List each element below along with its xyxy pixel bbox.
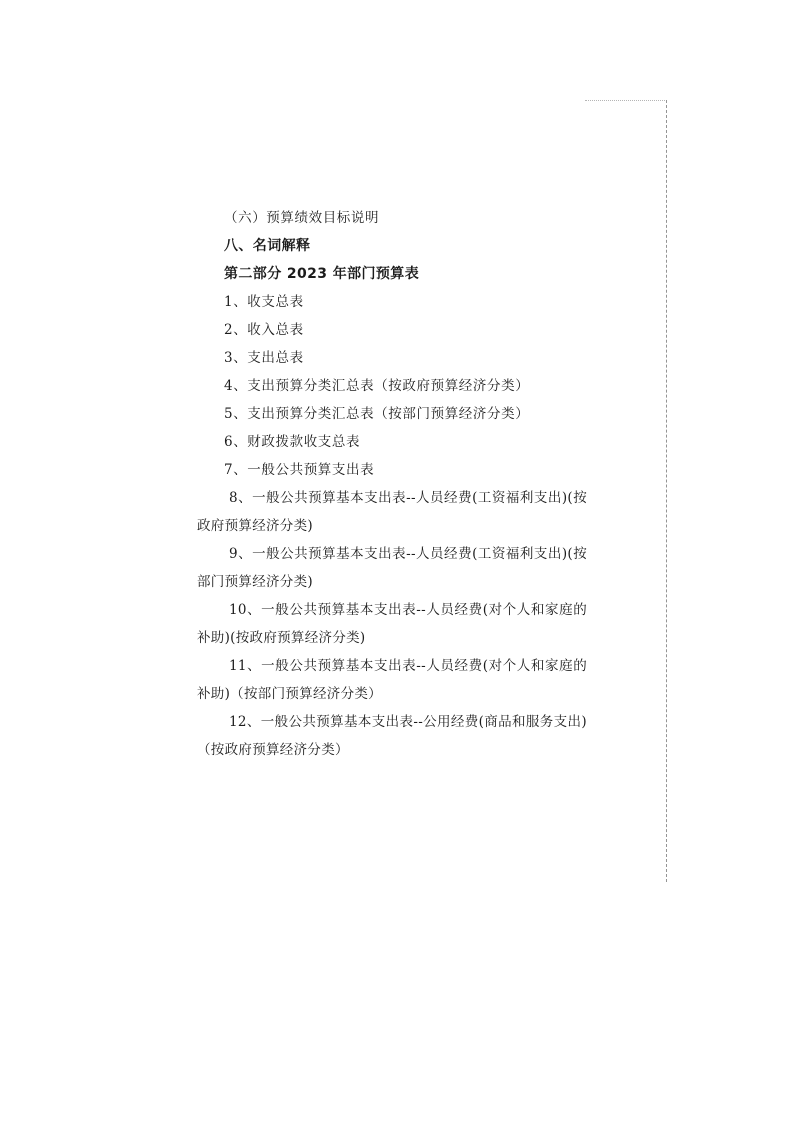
part-2-title: 第二部分 2023 年部门预算表 (224, 266, 420, 282)
list-item: 2、收入总表 (224, 322, 304, 338)
section-8-heading: 八、名词解释 (224, 238, 311, 254)
list-item-long: 10、一般公共预算基本支出表--人员经费(对个人和家庭的补助)(按政府预算经济分类) (197, 602, 587, 646)
list-item: 4、支出预算分类汇总表（按政府预算经济分类） (224, 378, 530, 394)
list-item: 1、收支总表 (224, 294, 304, 310)
list-item: 5、支出预算分类汇总表（按部门预算经济分类） (224, 406, 530, 422)
list-item: 3、支出总表 (224, 350, 304, 366)
document-content (197, 204, 587, 764)
list-item-long: 8、一般公共预算基本支出表--人员经费(工资福利支出)(按政府预算经济分类) (197, 490, 587, 534)
scan-edge-mark (585, 100, 665, 101)
list-item-long: 9、一般公共预算基本支出表--人员经费(工资福利支出)(按部门预算经济分类) (197, 546, 587, 590)
section-6-line: （六）预算绩效目标说明 (224, 210, 380, 226)
list-item: 7、一般公共预算支出表 (224, 462, 375, 478)
list-item-long: 12、一般公共预算基本支出表--公用经费(商品和服务支出)（按政府预算经济分类） (197, 714, 587, 758)
page-edge-line (666, 100, 667, 882)
list-item-long: 11、一般公共预算基本支出表--人员经费(对个人和家庭的补助)（按部门预算经济分类） (197, 658, 587, 702)
list-item: 6、财政拨款收支总表 (224, 434, 361, 450)
